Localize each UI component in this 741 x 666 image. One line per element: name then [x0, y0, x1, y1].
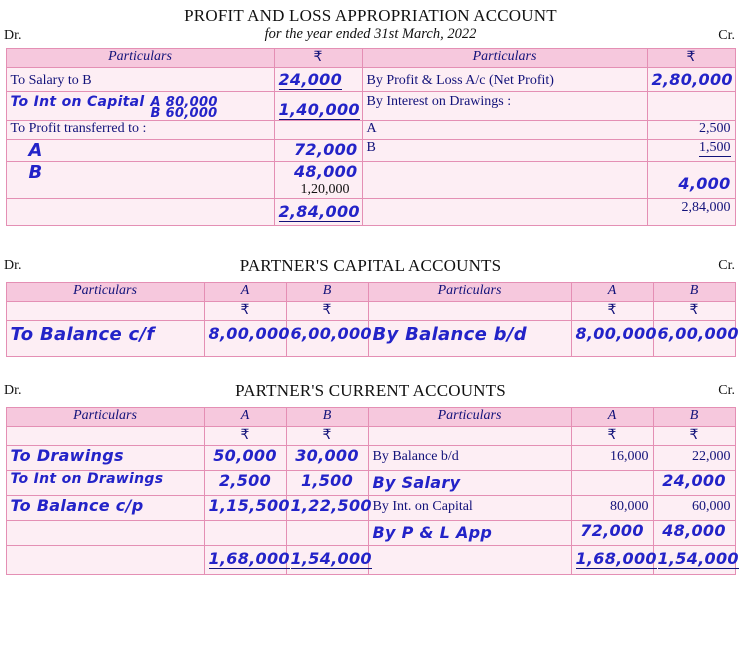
current-left-a-2-value: 1,15,500 — [208, 496, 290, 515]
current-left-a-3 — [204, 521, 286, 546]
pl-left-amount-0-value: 24,000 — [278, 70, 343, 89]
pl-header-amount-right: ₹ — [647, 49, 735, 68]
current-total-right-a — [571, 546, 657, 575]
capital-right-b-0-value: 6,00,000 — [657, 324, 739, 343]
capital-header-particulars-right: Particulars — [368, 283, 571, 302]
table-row — [6, 446, 735, 471]
pl-header-row — [6, 49, 735, 68]
current-left-b-0 — [286, 446, 368, 471]
capital-left-b-0 — [286, 321, 372, 357]
current-total-row — [6, 546, 735, 575]
pl-total-left-label — [6, 199, 274, 226]
capital-right-label-0 — [368, 321, 571, 357]
current-header-row — [6, 408, 735, 427]
current-currency-a: ₹ — [204, 427, 286, 446]
current-left-a-1-value: 2,500 — [218, 471, 272, 490]
pl-left-label-1-sub-a: A 80,000 — [150, 95, 218, 110]
current-left-label-2 — [6, 496, 204, 521]
capital-header-b: B — [286, 283, 368, 302]
pl-header-particulars-right: Particulars — [362, 49, 647, 68]
capital-currency-row — [6, 302, 735, 321]
capital-header-row — [6, 283, 735, 302]
current-left-b-2 — [286, 496, 372, 521]
current-left-b-1-value: 1,500 — [300, 471, 354, 490]
pl-right-label-4 — [362, 162, 647, 199]
current-dr-label: Dr. — [4, 383, 22, 398]
pl-left-label-4-text: B — [28, 162, 43, 183]
current-right-label-1 — [368, 471, 571, 496]
current-total-right-b — [653, 546, 739, 575]
table-row — [6, 471, 735, 496]
current-currency-row — [6, 427, 735, 446]
current-left-a-2 — [204, 496, 290, 521]
pl-left-label-1 — [6, 92, 274, 121]
pl-left-amount-1 — [274, 92, 362, 121]
current-left-b-2-value: 1,22,500 — [290, 496, 372, 515]
current-right-a-0: 16,000 — [571, 446, 653, 471]
current-left-a-0 — [204, 446, 286, 471]
current-currency-b2: ₹ — [653, 427, 735, 446]
table-row — [6, 140, 735, 162]
current-left-label-0 — [6, 446, 204, 471]
capital-currency-blank-right — [368, 302, 571, 321]
current-right-label-2: By Int. on Capital — [368, 496, 571, 521]
pl-right-label-0: By Profit & Loss A/c (Net Profit) — [362, 68, 647, 92]
capital-currency-a: ₹ — [204, 302, 286, 321]
capital-currency-b: ₹ — [286, 302, 368, 321]
pl-total-left-value: 2,84,000 — [278, 202, 360, 221]
current-header-b2: B — [653, 408, 735, 427]
current-total-left-a-value: 1,68,000 — [208, 549, 290, 568]
pl-left-amount-2 — [274, 121, 362, 140]
pl-right-label-1: By Interest on Drawings : — [362, 92, 647, 121]
capital-header-a2: A — [571, 283, 653, 302]
current-right-b-1 — [653, 471, 735, 496]
capital-left-b-0-value: 6,00,000 — [290, 324, 372, 343]
current-left-a-1 — [204, 471, 286, 496]
pl-table — [6, 48, 736, 226]
pl-right-interest-total: 4,000 — [678, 174, 731, 193]
current-right-a-2: 80,000 — [571, 496, 653, 521]
current-left-label-1-text: To Int on Drawings — [10, 471, 164, 487]
pl-subtitle-row — [0, 26, 741, 46]
current-title: PARTNER'S CURRENT ACCOUNTS — [235, 381, 506, 400]
current-right-a-1 — [571, 471, 653, 496]
pl-right-label-3: B — [362, 140, 647, 162]
capital-cr-label: Cr. — [718, 258, 735, 273]
current-header-a2: A — [571, 408, 653, 427]
document-page — [0, 6, 741, 666]
capital-left-a-0 — [204, 321, 290, 357]
current-right-b-0: 22,000 — [653, 446, 735, 471]
pl-right-amount-3-value: 1,500 — [699, 140, 731, 155]
current-left-b-3 — [286, 521, 368, 546]
pl-left-amount-0 — [274, 68, 362, 92]
current-right-label-3-text: By P & L App — [372, 523, 493, 542]
current-title-row — [0, 381, 741, 403]
current-table — [6, 407, 739, 575]
capital-left-label-0 — [6, 321, 204, 357]
pl-left-label-0: To Salary to B — [6, 68, 274, 92]
current-currency-blank-right — [368, 427, 571, 446]
current-total-right-b-value: 1,54,000 — [657, 549, 739, 568]
table-row — [6, 121, 735, 140]
pl-left-subtotal: 1,20,000 — [300, 182, 350, 197]
capital-left-a-0-value: 8,00,000 — [208, 324, 290, 343]
table-row — [6, 162, 735, 199]
current-left-label-3 — [6, 521, 204, 546]
current-right-a-3 — [571, 521, 653, 546]
pl-title: PROFIT AND LOSS APPROPRIATION ACCOUNT — [184, 6, 557, 25]
current-right-b-3 — [653, 521, 735, 546]
current-total-left-label — [6, 546, 204, 575]
pl-header-particulars-left: Particulars — [6, 49, 274, 68]
table-row — [6, 92, 735, 121]
current-right-b-2: 60,000 — [653, 496, 735, 521]
current-total-left-b-value: 1,54,000 — [290, 549, 372, 568]
capital-left-label-0-text: To Balance c/f — [10, 324, 155, 345]
pl-left-amount-4-value: 48,000 — [293, 162, 358, 181]
current-total-right-label — [368, 546, 571, 575]
pl-header-amount-left: ₹ — [274, 49, 362, 68]
current-left-b-0-value: 30,000 — [295, 446, 359, 465]
capital-right-a-0-value: 8,00,000 — [575, 324, 657, 343]
pl-right-amount-2: 2,500 — [647, 121, 735, 140]
capital-right-a-0 — [571, 321, 657, 357]
capital-header-a: A — [204, 283, 286, 302]
current-cr-label: Cr. — [718, 383, 735, 398]
capital-currency-blank-left — [6, 302, 204, 321]
pl-left-amount-4 — [274, 162, 362, 199]
table-row — [6, 68, 735, 92]
pl-left-label-1-sub-b: B 60,000 — [150, 106, 218, 121]
capital-dr-label: Dr. — [4, 258, 22, 273]
current-header-b: B — [286, 408, 368, 427]
current-currency-blank-left — [6, 427, 204, 446]
capital-currency-a2: ₹ — [571, 302, 653, 321]
current-right-label-3 — [368, 521, 571, 546]
current-currency-a2: ₹ — [571, 427, 653, 446]
current-right-b-1-value: 24,000 — [662, 471, 726, 490]
capital-currency-b2: ₹ — [653, 302, 735, 321]
current-left-b-1 — [286, 471, 368, 496]
capital-right-label-0-text: By Balance b/d — [372, 324, 527, 345]
pl-subtitle: for the year ended 31st March, 2022 — [264, 26, 477, 42]
pl-right-amount-0-value: 2,80,000 — [651, 70, 733, 89]
pl-left-label-1-text: To Int on Capital — [10, 94, 145, 110]
pl-left-amount-1-value: 1,40,000 — [278, 100, 360, 119]
current-right-a-3-value: 72,000 — [580, 521, 644, 540]
capital-title-row — [0, 256, 741, 278]
capital-header-b2: B — [653, 283, 735, 302]
current-header-particulars-right: Particulars — [368, 408, 571, 427]
pl-total-right-label — [362, 199, 647, 226]
pl-total-left — [274, 199, 362, 226]
capital-right-b-0 — [653, 321, 739, 357]
pl-left-amount-3-value: 72,000 — [293, 140, 358, 159]
current-total-right-a-value: 1,68,000 — [575, 549, 657, 568]
pl-left-label-4 — [6, 162, 274, 199]
current-total-left-b — [286, 546, 372, 575]
current-total-left-a — [204, 546, 290, 575]
current-header-particulars-left: Particulars — [6, 408, 204, 427]
current-left-a-0-value: 50,000 — [213, 446, 277, 465]
current-left-label-2-text: To Balance c/p — [10, 496, 144, 515]
pl-right-amount-3 — [647, 140, 735, 162]
current-right-label-0: By Balance b/d — [368, 446, 571, 471]
pl-total-right: 2,84,000 — [647, 199, 735, 226]
capital-title: PARTNER'S CAPITAL ACCOUNTS — [239, 256, 502, 275]
table-row — [6, 321, 735, 357]
pl-right-amount-0 — [647, 68, 735, 92]
pl-total-row — [6, 199, 735, 226]
pl-left-label-2: To Profit transferred to : — [6, 121, 274, 140]
current-left-label-0-text: To Drawings — [10, 446, 124, 465]
capital-table — [6, 282, 739, 357]
pl-right-amount-1 — [647, 92, 735, 121]
pl-right-label-2: A — [362, 121, 647, 140]
current-left-label-1 — [6, 471, 204, 496]
table-row — [6, 496, 735, 521]
pl-left-label-3-text: A — [28, 140, 43, 161]
pl-left-label-3 — [6, 140, 274, 162]
pl-left-amount-3 — [274, 140, 362, 162]
capital-header-particulars-left: Particulars — [6, 283, 204, 302]
pl-cr-label: Cr. — [718, 28, 735, 43]
current-header-a: A — [204, 408, 286, 427]
table-row — [6, 521, 735, 546]
pl-dr-label: Dr. — [4, 28, 22, 43]
pl-right-amount-4 — [647, 162, 735, 199]
current-right-b-3-value: 48,000 — [662, 521, 726, 540]
current-right-label-1-text: By Salary — [372, 473, 461, 492]
current-currency-b: ₹ — [286, 427, 368, 446]
